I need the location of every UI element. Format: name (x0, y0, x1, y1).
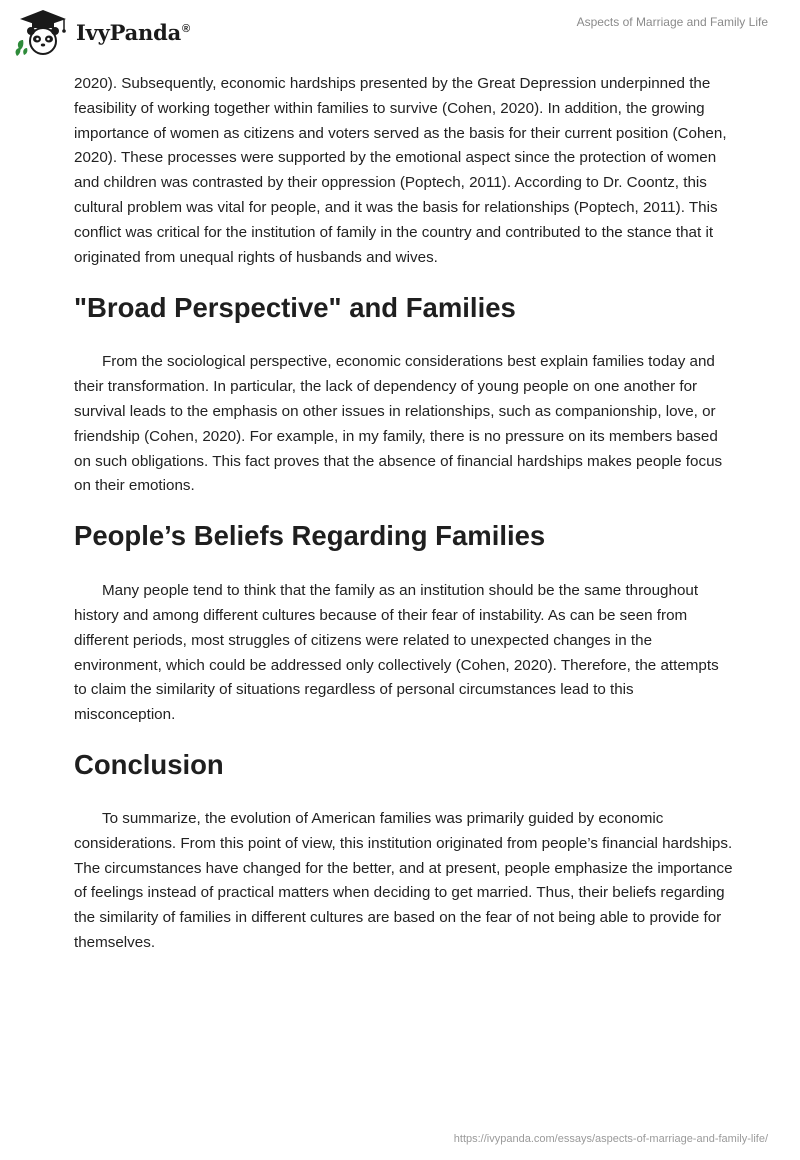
panda-graduate-logo-icon (14, 8, 72, 58)
section-paragraph-broad-perspective: From the sociological perspective, economic considerations best explain families today and their transformation. In particular, the lack of dependency of young people on one another for survival leads to the emphasis on other issues in relationships, such as companionship, love, or friendship (Cohen, 2020). For example, in my family, there is no pressure on its members based on such obligations. This fact proves that the absence of financial hardships makes people focus on their emotions. (74, 353, 723, 495)
section-paragraph-conclusion: To summarize, the evolution of American families was primarily guided by economic considerations. From this point of view, this institution originated from people’s financial hardships. The circumstances have changed for the better, and at present, people emphasize the importance of feelings instead of practical matters when deciding to get married. Thus, their beliefs regarding the similarity of families in different cultures are based on the fear of not being able to provide for themselves. (74, 809, 733, 951)
section-heading-broad-perspective: "Broad Perspective" and Families (74, 292, 516, 324)
intro-paragraph: 2020). Subsequently, economic hardships presented by the Great Depression underpinned the feasibility of working together within families to survive (Cohen, 2020). In addition, the growing importance of women as citizens and voters served as the basis for their current position (Cohen, 2020). These processes were supported by the emotional aspect since the protection of women and children was contrasted by their oppression (Poptech, 2011). According to Dr. Coontz, this cultural problem was vital for people, and it was the basis for relationships (Poptech, 2011). This conflict was critical for the institution of family in the country and contributed to the stance that it originated from unequal rights of husbands and wives. (74, 75, 727, 266)
ivypanda-logo[interactable] (14, 8, 190, 58)
section-heading-peoples-beliefs: People’s Beliefs Regarding Families (74, 520, 546, 552)
logo-wordmark (76, 20, 190, 45)
page-header (0, 0, 800, 70)
essay-content (74, 72, 734, 956)
section-paragraph-peoples-beliefs: Many people tend to think that the family as an institution should be the same throughout history and among different cultures because of their fear of instability. As can be seen from different periods, most struggles of citizens were related to unexpected changes in the environment, which could be addressed only collectively (Cohen, 2020). Therefore, the attempts to claim the similarity of situations regardless of personal circumstances lead to this misconception. (74, 582, 719, 724)
document-title: Aspects of Marriage and Family Life (576, 15, 768, 29)
brand-name: IvyPanda (76, 19, 182, 45)
registered-mark: ® (182, 22, 190, 35)
footer-source-link[interactable]: https://ivypanda.com/essays/aspects-of-marriage-and-family-life/ (453, 1133, 768, 1145)
section-heading-conclusion: Conclusion (74, 748, 224, 780)
